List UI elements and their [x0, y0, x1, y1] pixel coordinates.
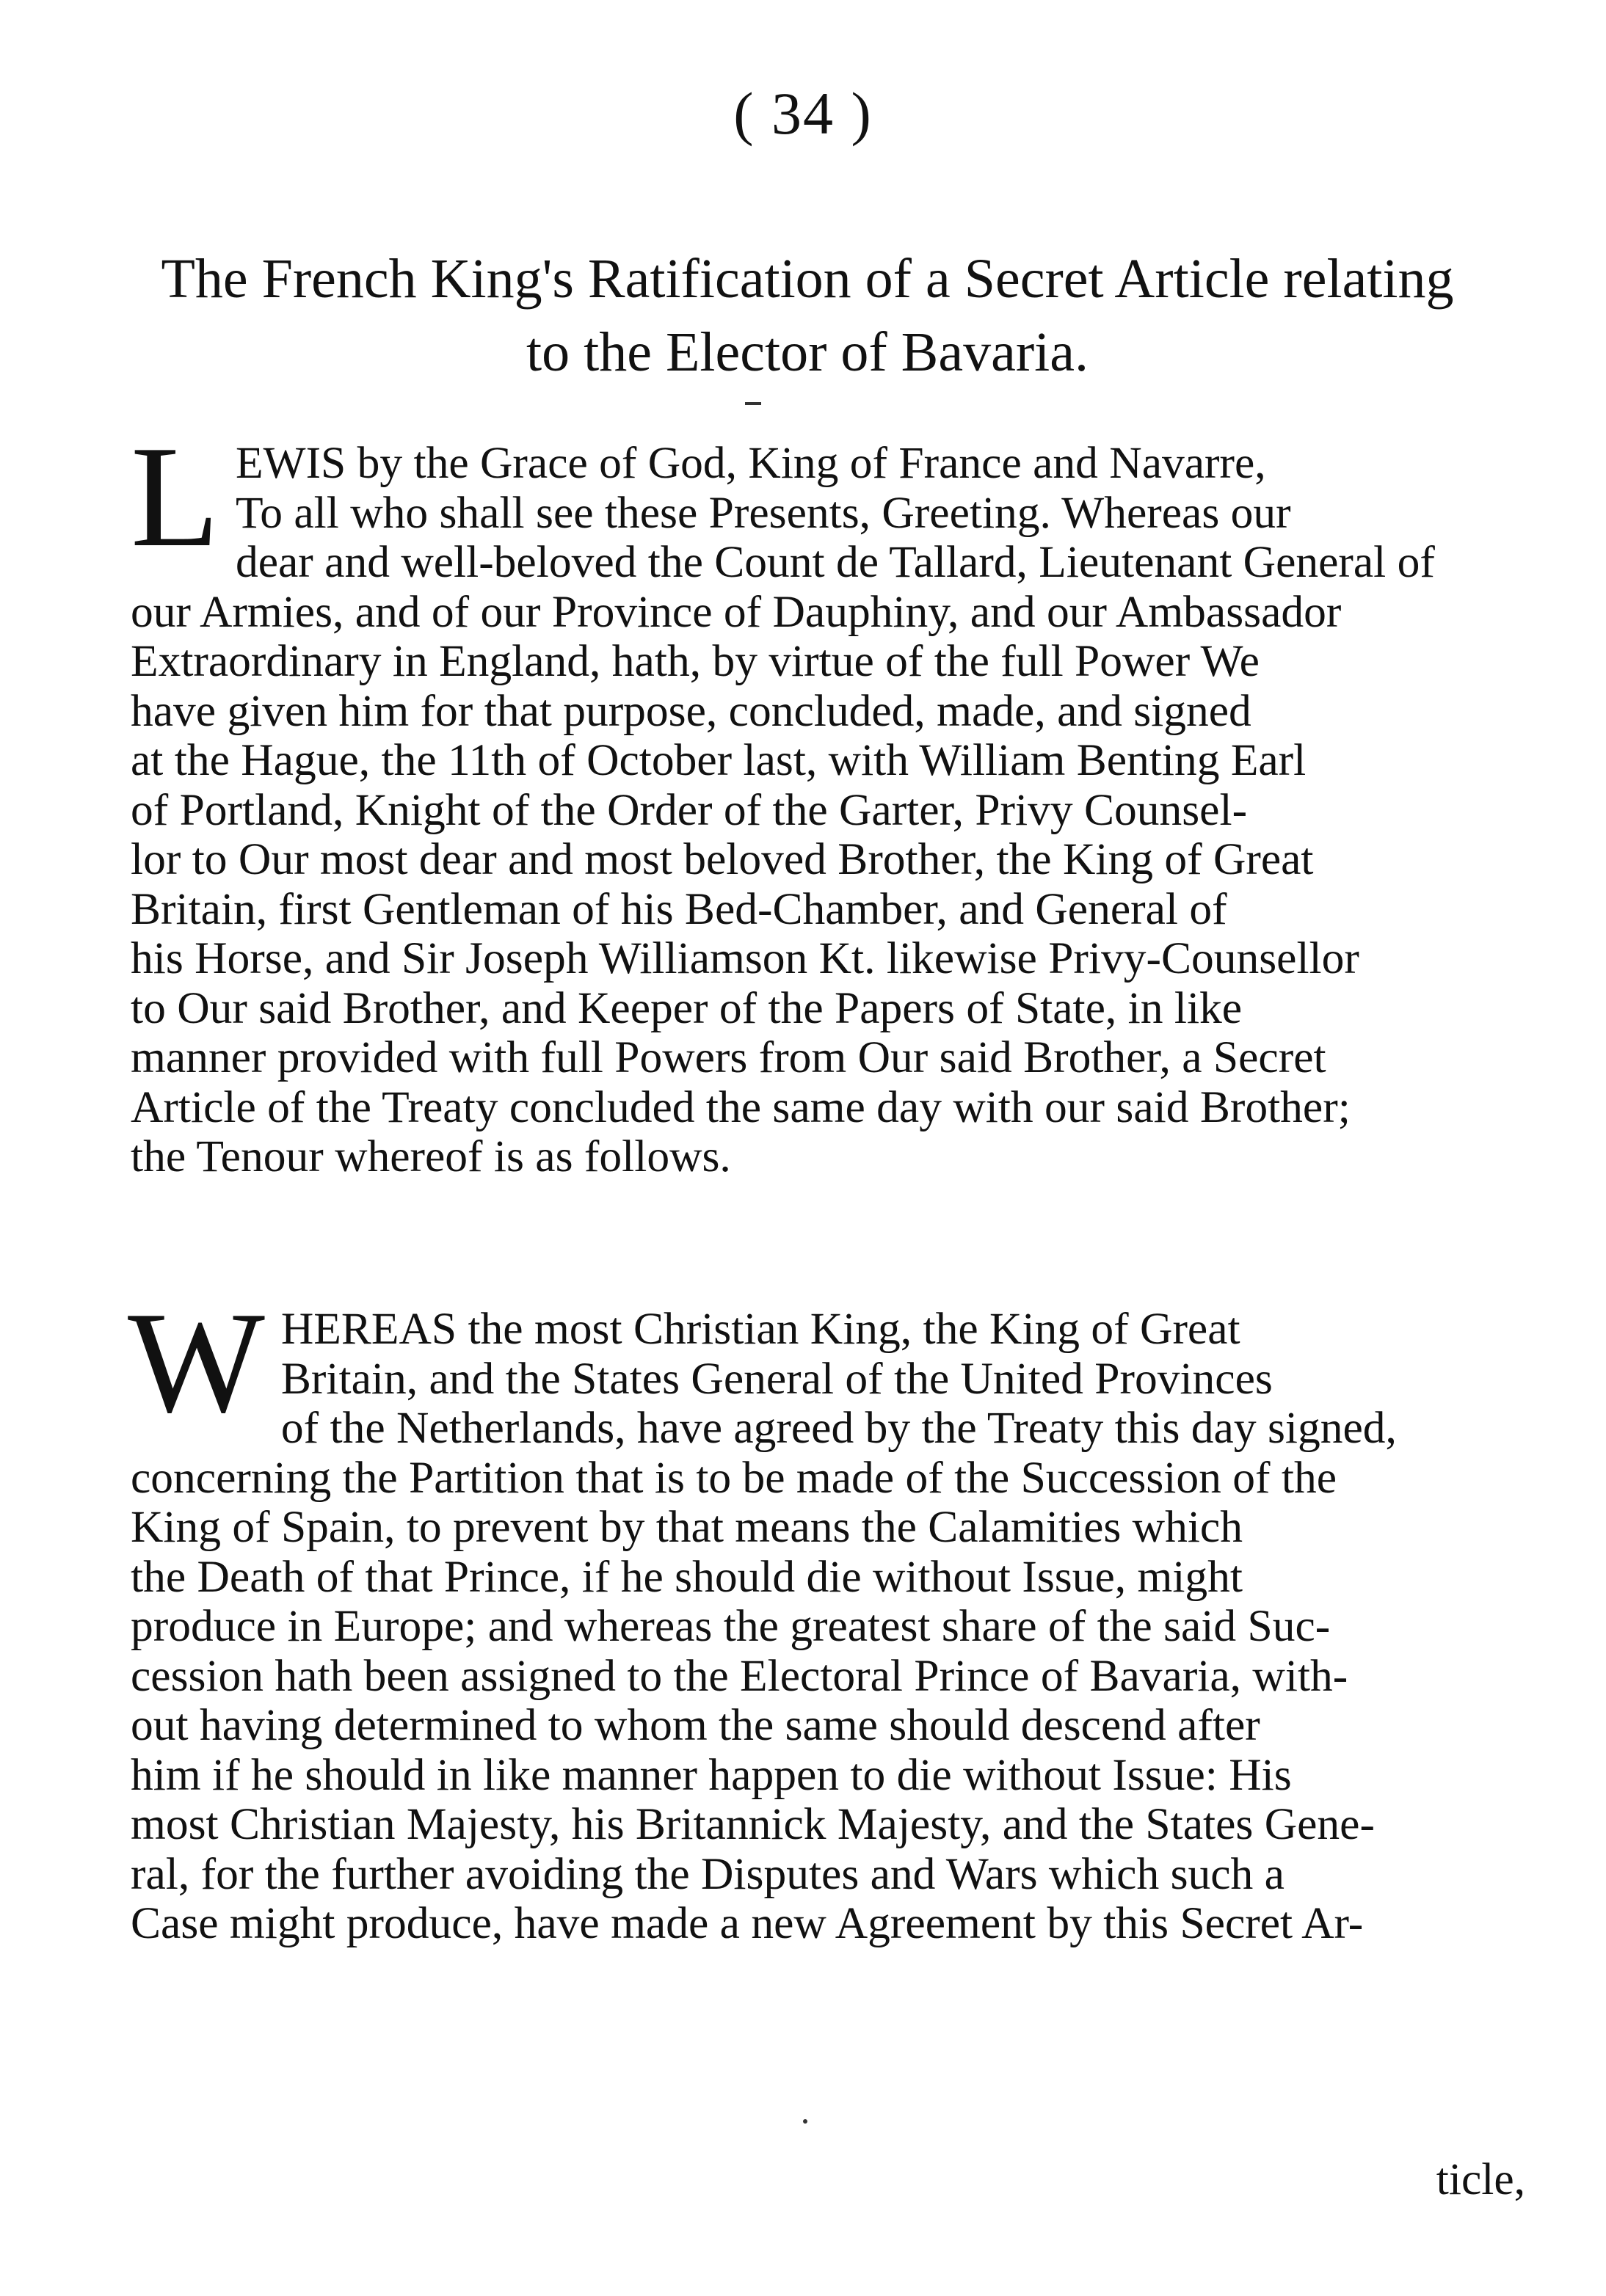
paragraph-lines — [131, 416, 1527, 1182]
ink-dot — [803, 2119, 807, 2124]
text-line: concerning the Partition that is to be made of the Succession of the — [131, 1452, 1337, 1503]
text-line: have given him for that purpose, concluded, made, and signed — [131, 685, 1251, 736]
text-line: ral, for the further avoiding the Disputes and Wars which such a — [131, 1848, 1285, 1899]
separator-dash — [745, 402, 761, 405]
text-line: To all who shall see these Presents, Greeting. Whereas our — [235, 487, 1291, 538]
text-line: of Portland, Knight of the Order of the Garter, Privy Counsel- — [131, 784, 1248, 835]
text-line: cession hath been assigned to the Electoral Prince of Bavaria, with- — [131, 1650, 1348, 1701]
text-line: to Our said Brother, and Keeper of the Papers of State, in like — [131, 983, 1243, 1033]
page-title — [147, 242, 1468, 389]
text-line: Britain, first Gentleman of his Bed-Chamber, and General of — [131, 883, 1227, 934]
text-line: our Armies, and of our Province of Dauphiny, and our Ambassador — [131, 586, 1342, 637]
title-line-2: to the Elector of Bavaria. — [526, 321, 1089, 383]
text-line: his Horse, and Sir Joseph Williamson Kt. likewise Privy-Counsellor — [131, 933, 1359, 983]
title-line-1: The French King's Ratification of a Secret Article relating — [161, 248, 1454, 310]
text-line: HEREAS the most Christian King, the King of Great — [280, 1304, 1240, 1354]
text-line: Britain, and the States General of the United Provinces — [280, 1353, 1273, 1404]
text-line: at the Hague, the 11th of October last, with William Benting Earl — [131, 735, 1307, 785]
page-number: ( 34 ) — [733, 80, 873, 147]
text-line: the Tenour whereof is as follows. — [131, 1131, 731, 1181]
ratification-paragraph — [131, 416, 1527, 1182]
drop-cap-w: W — [128, 1282, 265, 1443]
text-line: EWIS by the Grace of God, King of France and Navarre, — [235, 438, 1266, 488]
secret-article-paragraph — [128, 1282, 1527, 1949]
text-line: him if he should in like manner happen to die without Issue: His — [131, 1749, 1292, 1800]
paragraph-lines — [131, 1305, 1527, 1949]
text-line: lor to Our most dear and most beloved Brother, the King of Great — [131, 834, 1314, 884]
drop-cap-l: L — [131, 416, 219, 577]
text-line: out having determined to whom the same should descend after — [131, 1700, 1260, 1750]
text-line: of the Netherlands, have agreed by the Treaty this day signed, — [280, 1403, 1397, 1453]
text-line: the Death of that Prince, if he should die without Issue, might — [131, 1551, 1243, 1602]
text-line: dear and well-beloved the Count de Tallard, Lieutenant General of — [235, 537, 1435, 587]
text-line: produce in Europe; and whereas the greatest share of the said Suc- — [131, 1601, 1331, 1651]
text-line: Article of the Treaty concluded the same day with our said Brother; — [131, 1082, 1351, 1132]
text-line: King of Spain, to prevent by that means the Calamities which — [131, 1502, 1243, 1552]
text-line: Case might produce, have made a new Agreement by this Secret Ar- — [131, 1898, 1364, 1948]
text-line: Extraordinary in England, hath, by virtue of the full Power We — [131, 636, 1260, 686]
text-line: manner provided with full Powers from Our said Brother, a Secret — [131, 1032, 1326, 1082]
catchword: ticle, — [1436, 2154, 1525, 2204]
text-line: most Christian Majesty, his Britannick Majesty, and the States Gene- — [131, 1799, 1375, 1849]
